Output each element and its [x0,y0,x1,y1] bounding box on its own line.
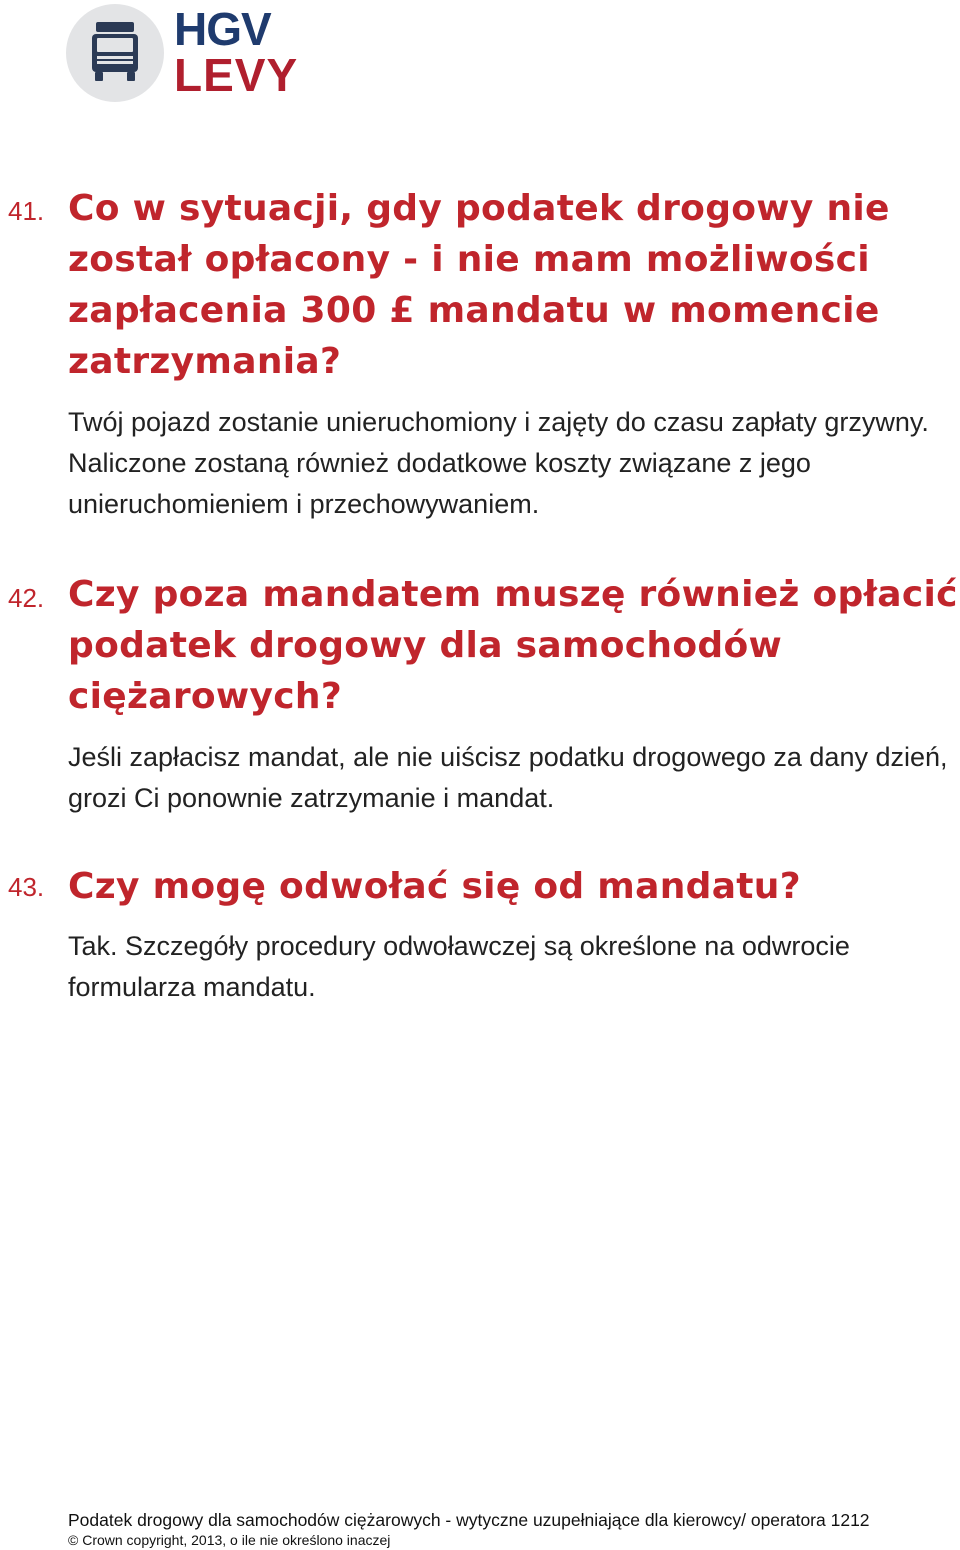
logo-hgv-text: HGV [174,3,271,55]
truck-icon [66,4,164,102]
question-title: Co w sytuacji, gdy podatek drogowy nie został opłacony - i nie mam możliwości zapłacenia 300 £ mandatu w momencie zatrzymania? [68,188,890,382]
logo-circle [66,4,164,102]
hgv-levy-logo [66,4,306,102]
question-number: 41. [8,196,45,226]
footer-text: Podatek drogowy dla samochodów ciężarowych - wytyczne uzupełniające dla kierowcy/ operatora 1212 [68,1510,870,1530]
question-number: 42. [8,583,45,613]
question-answer: Twój pojazd zostanie unieruchomiony i zajęty do czasu zapłaty grzywny. Naliczone zostaną również dodatkowe koszty związane z jego unieruchomieniem i przechowywaniem. [68,407,929,519]
question-answer: Jeśli zapłacisz mandat, ale nie uiścisz podatku drogowego za dany dzień, grozi Ci ponownie zatrzymanie i mandat. [68,742,948,813]
question-answer: Tak. Szczegóły procedury odwoławczej są określone na odwrocie formularza mandatu. [68,931,850,1002]
question-title: Czy poza mandatem muszę również opłacić podatek drogowy dla samochodów ciężarowych? [68,574,958,717]
question-title: Czy mogę odwołać się od mandatu? [68,866,801,907]
footer-copyright: © Crown copyright, 2013, o ile nie określono inaczej [68,1532,391,1548]
logo-levy-text: LEVY [174,49,299,101]
question-number: 43. [8,872,45,902]
